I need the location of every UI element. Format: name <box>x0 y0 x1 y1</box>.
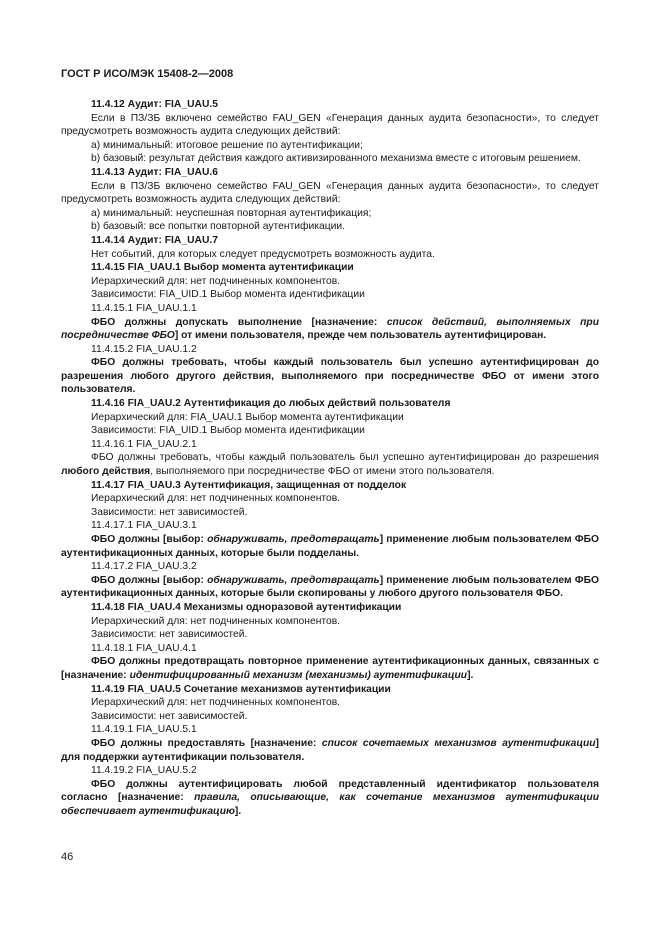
element-id: 11.4.19.2 FIA_UAU.5.2 <box>91 765 197 777</box>
paragraph: Если в ПЗ/ЗБ включено семейство FAU_GEN «Генерация данных аудита безопасности», то следует предусмотреть возможность аудита следующих действий: <box>61 112 599 138</box>
hierarchy-line: Иерархический для: нет подчиненных компонентов. <box>91 697 341 709</box>
paragraph: Нет событий, для которых следует предусмотреть возможность аудита. <box>91 248 435 260</box>
section-heading: 11.4.12 Аудит: FIA_UAU.5 <box>91 99 218 110</box>
running-header: ГОСТ Р ИСО/МЭК 15408-2—2008 <box>61 68 234 80</box>
list-item: a) минимальный: неуспешная повторная аутентификация; <box>91 207 372 219</box>
requirement-paragraph: ФБО должны [выбор: обнаруживать, предотвращать] применение любым пользователем ФБО аутентификационных данных, которые были скопированы у любого другого пользователя ФБО. <box>61 574 599 600</box>
requirement-paragraph: ФБО должны требовать, чтобы каждый пользователь был успешно аутентифицирован до разрешения любого другого действия, выполняемого при посредничестве ФБО от имени этого пользователя. <box>61 357 599 396</box>
hierarchy-line: Иерархический для: нет подчиненных компонентов. <box>91 615 341 627</box>
section-heading: 11.4.15 FIA_UAU.1 Выбор момента аутентификации <box>91 262 354 274</box>
list-item: b) базовый: все попытки повторной аутентификации. <box>91 221 345 233</box>
section-heading: 11.4.16 FIA_UAU.2 Аутентификация до любых действий пользователя <box>91 398 451 410</box>
element-id: 11.4.18.1 FIA_UAU.4.1 <box>91 642 197 654</box>
dependencies-line: Зависимости: нет зависимостей. <box>91 710 248 722</box>
page-number: 46 <box>61 851 74 863</box>
section-heading: 11.4.17 FIA_UAU.3 Аутентификация, защищенная от подделок <box>91 479 407 491</box>
requirement-paragraph: ФБО должны предоставлять [назначение: список сочетаемых механизмов аутентификации] для поддержки аутентификации пользователя. <box>61 737 599 763</box>
element-id: 11.4.16.1 FIA_UAU.2.1 <box>91 438 197 450</box>
section-heading: 11.4.18 FIA_UAU.4 Механизмы одноразовой аутентификации <box>91 601 402 613</box>
section-heading: 11.4.14 Аудит: FIA_UAU.7 <box>91 234 218 246</box>
requirement-paragraph: ФБО должны допускать выполнение [назначение: список действий, выполняемых при посредничестве ФБО] от имени пользователя, прежде чем пользователь аутентифицирован. <box>61 316 600 342</box>
requirement-paragraph: ФБО должны аутентифицировать любой представленный идентификатор пользователя согласно [назначение: правила, описывающие, как сочетание механизмов аутентификации обеспечивает аутентификацию]. <box>61 778 599 817</box>
list-item: a) минимальный: итоговое решение по аутентификации; <box>91 139 363 151</box>
dependencies-line: Зависимости: FIA_UID.1 Выбор момента идентификации <box>91 289 365 301</box>
element-id: 11.4.17.2 FIA_UAU.3.2 <box>91 561 197 573</box>
element-id: 11.4.15.1 FIA_UAU.1.1 <box>91 302 197 314</box>
dependencies-line: Зависимости: нет зависимостей. <box>91 629 248 641</box>
dependencies-line: Зависимости: нет зависимостей. <box>91 506 248 518</box>
hierarchy-line: Иерархический для: нет подчиненных компонентов. <box>91 275 341 287</box>
element-id: 11.4.17.1 FIA_UAU.3.1 <box>91 520 197 532</box>
hierarchy-line: Иерархический для: нет подчиненных компонентов. <box>91 493 341 505</box>
document-body <box>61 98 599 818</box>
element-id: 11.4.15.2 FIA_UAU.1.2 <box>91 343 197 355</box>
hierarchy-line: Иерархический для: FIA_UAU.1 Выбор момента аутентификации <box>91 411 404 423</box>
section-heading: 11.4.13 Аудит: FIA_UAU.6 <box>91 166 218 178</box>
section-heading: 11.4.19 FIA_UAU.5 Сочетание механизмов аутентификации <box>91 683 391 695</box>
list-item: b) базовый: результат действия каждого активизированного механизма вместе с итоговым решением. <box>91 153 581 165</box>
requirement-paragraph: ФБО должны [выбор: обнаруживать, предотвращать] применение любым пользователем ФБО аутентификационных данных, которые были подделаны. <box>61 534 599 559</box>
requirement-paragraph: ФБО должны требовать, чтобы каждый пользователь был успешно аутентифицирован до разрешения любого действия, выполняемого при посредничестве ФБО от имени этого пользователя. <box>61 452 599 478</box>
paragraph: Если в ПЗ/ЗБ включено семейство FAU_GEN «Генерация данных аудита безопасности», то следует предусмотреть возможность аудита следующих действий: <box>61 180 599 206</box>
dependencies-line: Зависимости: FIA_UID.1 Выбор момента идентификации <box>91 425 365 437</box>
element-id: 11.4.19.1 FIA_UAU.5.1 <box>91 724 197 736</box>
requirement-paragraph: ФБО должны предотвращать повторное применение аутентификационных данных, связанных с [назначение: идентифицированный механизм (механизмы) аутентификации]. <box>61 656 599 681</box>
